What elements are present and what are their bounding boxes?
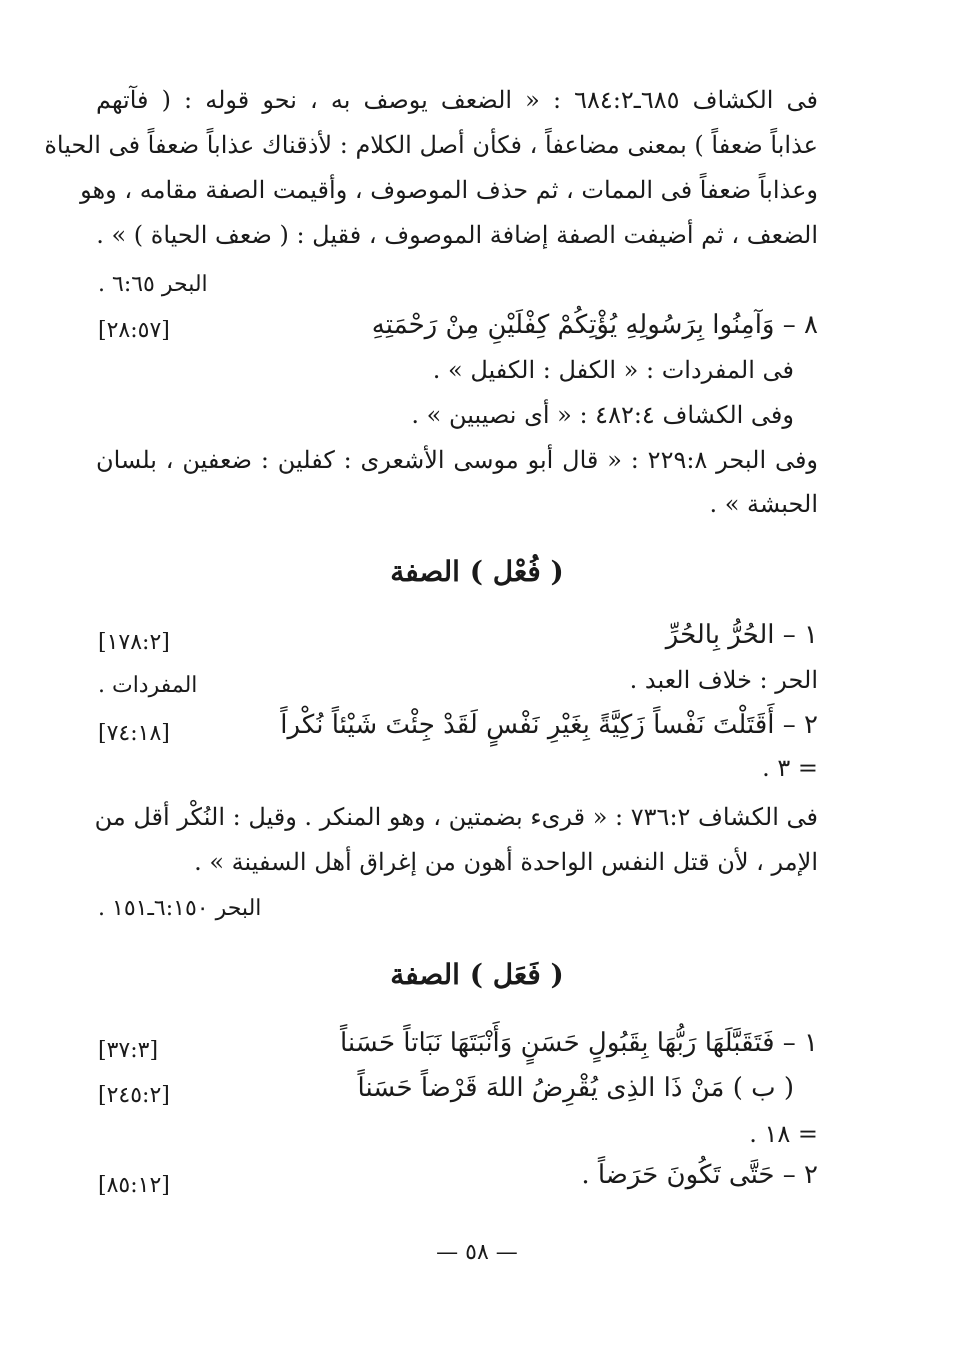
s2-item1-verse: ١ – فَتَقَبَّلَهَا رَبُّهَا بِقَبُولٍ حَسَنٍ وَأَنْبَتَهَا نَبَاتاً حَسَناً	[340, 1028, 818, 1058]
s1-item1-verse: ١ – الحُرُّ بِالحُرِّ	[665, 620, 818, 650]
intro-line-4: الضعف ، ثم أضيفت الصفة إضافة الموصوف ، فقيل : ( ضعف الحياة ) » .	[96, 221, 818, 249]
s1-bahr-citation: البحر ٦:١٥٠ـ١٥١ .	[98, 896, 262, 921]
s2-item2-reference: [٨٥:١٢]	[98, 1173, 170, 1198]
s1-item1-source: المفردات .	[98, 673, 198, 698]
s2-item1b-verse: ( ب ) مَنْ ذَا الذِى يُقْرِضُ اللهَ قَرْضاً حَسَناً	[357, 1073, 794, 1103]
entry8-mufradat: فى المفردات : « الكفل : الكفيل » .	[432, 356, 794, 384]
s1-kashshaf-line-1: فى الكشاف ٧٣٦:٢ : « قرىء بضمتين ، وهو المنكر . وقيل : النُكْر أقل من	[94, 803, 818, 831]
section-heading-fuel: ( فُعْل ) الصفة	[390, 555, 564, 588]
s1-item2-verse: ٢ – أَقَتَلْتَ نَفْساً زَكِيَّةً بِغَيْرِ نَفْسٍ لَقَدْ جِئْتَ شَيْئاً نُكْراً	[280, 710, 818, 740]
intro-bahr-citation: البحر ٦:٦٥ .	[98, 272, 208, 297]
s2-item1-count: = ١٨ .	[749, 1120, 818, 1148]
s2-item1b-reference: [٢٤٥:٢]	[98, 1083, 170, 1108]
entry8-bahr-line-1: وفى البحر ٢٢٩:٨ : « قال أبو موسى الأشعرى : كفلين : ضعفين ، بلسان	[96, 446, 819, 474]
page-number: — ٥٨ —	[436, 1240, 518, 1265]
intro-line-2: عذاباً ضعفاً ) بمعنى مضاعفاً ، فكأن أصل الكلام : لأذقناك عذاباً ضعفاً فى الحياة	[44, 131, 818, 159]
intro-line-1: فى الكشاف ٦٨٥ـ٦٨٤:٢ : « الضعف يوصف به ، نحو قوله : ( فآتهم	[96, 86, 818, 114]
s1-kashshaf-line-2: الإمر ، لأن قتل النفس الواحدة أهون من إغراق أهل السفينة » .	[194, 848, 818, 876]
entry8-reference: [٢٨:٥٧]	[98, 318, 170, 343]
intro-line-3: وعذاباً ضعفاً فى الممات ، ثم حذف الموصوف ، وأقيمت الصفة مقامه ، وهو	[80, 176, 818, 204]
s1-item2-reference: [٧٤:١٨]	[98, 721, 170, 746]
entry8-bahr-line-2: الحبشة » .	[709, 490, 818, 518]
s1-item2-count: = ٣ .	[762, 754, 818, 782]
s1-item1-definition: الحر : خلاف العبد .	[629, 666, 818, 694]
entry8-kashshaf: وفى الكشاف ٤٨٢:٤ : « أى نصيبين » .	[411, 401, 794, 429]
s1-item1-reference: [١٧٨:٢]	[98, 630, 170, 655]
s2-item1-reference: [٣٧:٣]	[98, 1038, 159, 1063]
s2-item2-verse: ٢ – حَتَّى تَكُونَ حَرَضاً .	[581, 1160, 818, 1190]
entry8-verse: ٨ – وَآمِنُوا بِرَسُولِهِ يُؤْتِكُمْ كِفْلَيْنِ مِنْ رَحْمَتِهِ	[371, 310, 818, 340]
section-heading-faal: ( فَعَل ) الصفة	[390, 958, 564, 991]
